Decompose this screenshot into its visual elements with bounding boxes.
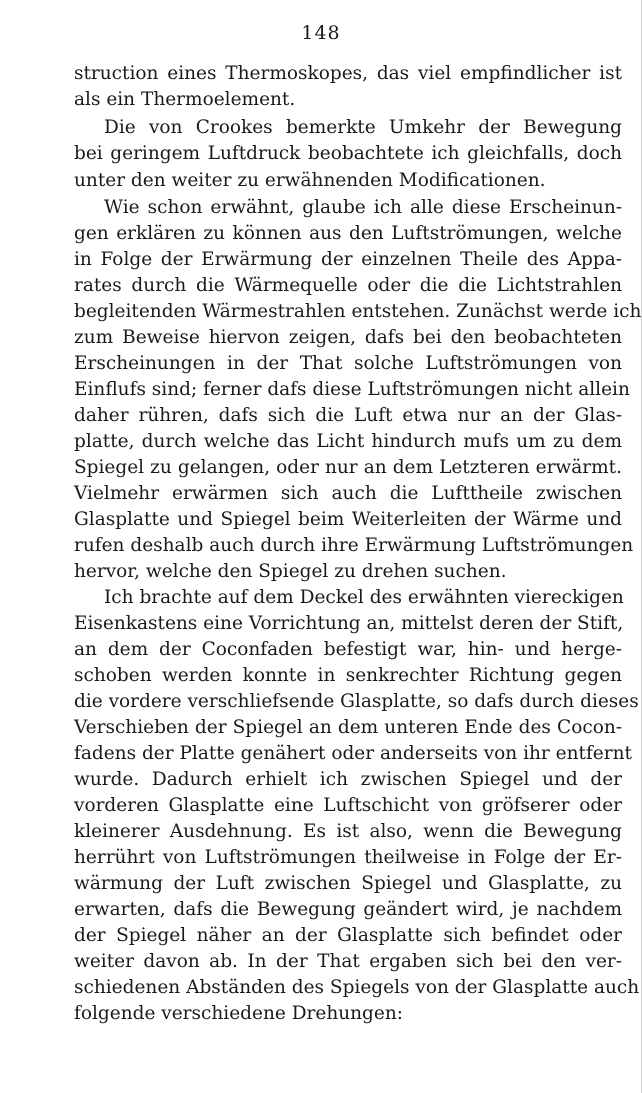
text-line: Eisenkastens eine Vorrichtung an, mittelst deren der Stift, xyxy=(74,613,624,634)
text-line: bei geringem Luftdruck beobachtete ich gleichfalls, doch xyxy=(74,143,622,164)
text-line: die vordere verschliefsende Glasplatte, so dafs durch dieses xyxy=(74,691,639,712)
text-line: daher rühren, dafs sich die Luft etwa nur an der Glas- xyxy=(74,405,622,426)
text-line: als ein Thermoelement. xyxy=(74,89,296,110)
text-line: an dem der Coconfaden befestigt war, hin- und herge- xyxy=(74,639,622,660)
text-line: Erscheinungen in der That solche Luftströmungen von xyxy=(74,353,622,374)
text-line: Die von Crookes bemerkte Umkehr der Bewegung xyxy=(104,117,622,138)
text-line: Ich brachte auf dem Deckel des erwähnten viereckigen xyxy=(104,587,624,608)
text-line: Vielmehr erwärmen sich auch die Lufttheile zwischen xyxy=(74,483,622,504)
page-number: 148 xyxy=(301,22,341,44)
text-line: platte, durch welche das Licht hindurch mufs um zu dem xyxy=(74,431,622,452)
text-line: vorderen Glasplatte eine Luftschicht von gröfserer oder xyxy=(74,795,622,816)
text-line: rates durch die Wärmequelle oder die die Lichtstrahlen xyxy=(74,275,622,296)
text-line: Verschieben der Spiegel an dem unteren Ende des Cocon- xyxy=(74,717,622,738)
text-line: der Spiegel näher an der Glasplatte sich befindet oder xyxy=(74,925,622,946)
text-line: zum Beweise hiervon zeigen, dafs bei den beobachteten xyxy=(74,327,622,348)
text-line: weiter davon ab. In der That ergaben sich bei den ver- xyxy=(74,951,622,972)
text-line: unter den weiter zu erwähnenden Modificationen. xyxy=(74,170,546,191)
text-line: struction eines Thermoskopes, das viel empfindlicher ist xyxy=(74,63,622,84)
text-line: fadens der Platte genähert oder anderseits von ihr entfernt xyxy=(74,743,632,764)
text-line: herrührt von Luftströmungen theilweise in Folge der Er- xyxy=(74,847,622,868)
text-line: rufen deshalb auch durch ihre Erwärmung Luftströmungen xyxy=(74,535,634,556)
text-line: schiedenen Abständen des Spiegels von der Glasplatte auch xyxy=(74,977,640,998)
text-line: folgende verschiedene Drehungen: xyxy=(74,1003,403,1024)
text-line: in Folge der Erwärmung der einzelnen Theile des Appa- xyxy=(74,249,622,270)
text-line: begleitenden Wärmestrahlen entstehen. Zunächst werde ich xyxy=(74,301,642,322)
text-line: gen erklären zu können aus den Luftströmungen, welche xyxy=(74,223,622,244)
text-line: erwarten, dafs die Bewegung geändert wird, je nachdem xyxy=(74,899,622,920)
text-line: wurde. Dadurch erhielt ich zwischen Spiegel und der xyxy=(74,769,622,790)
text-line: Einflufs sind; ferner dafs diese Luftströmungen nicht allein xyxy=(74,379,630,400)
text-line: Glasplatte und Spiegel beim Weiterleiten der Wärme und xyxy=(74,509,622,530)
text-line: Spiegel zu gelangen, oder nur an dem Letzteren erwärmt. xyxy=(74,457,622,478)
text-line: kleinerer Ausdehnung. Es ist also, wenn die Bewegung xyxy=(74,821,622,842)
text-line: hervor, welche den Spiegel zu drehen suchen. xyxy=(74,561,507,582)
text-line: Wie schon erwähnt, glaube ich alle diese Erscheinun- xyxy=(104,197,622,218)
text-line: schoben werden konnte in senkrechter Richtung gegen xyxy=(74,665,622,686)
text-line: wärmung der Luft zwischen Spiegel und Glasplatte, zu xyxy=(74,873,622,894)
